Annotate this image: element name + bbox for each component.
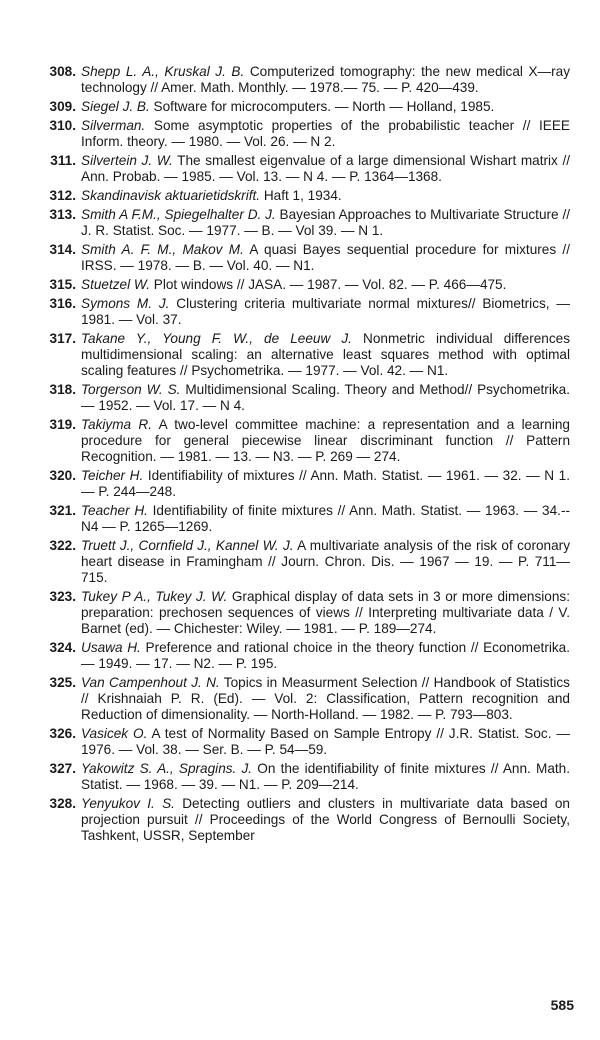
reference-number: 308. (49, 64, 76, 79)
reference-body (81, 277, 570, 293)
reference-number: 327. (49, 760, 76, 776)
reference-authors: Vasicek O. (81, 725, 148, 741)
reference-entry (38, 207, 570, 239)
reference-number: 319. (49, 417, 76, 433)
reference-authors: Truett J., Cornfield J., Kannel W. J. (81, 538, 294, 554)
reference-number: 313. (49, 207, 76, 223)
reference-entry (38, 188, 570, 204)
reference-number: 311. (50, 153, 76, 169)
reference-authors: Teacher H. (81, 503, 148, 519)
reference-body (81, 640, 570, 672)
reference-entry (38, 761, 570, 793)
reference-number: 317. (49, 331, 76, 347)
reference-number: 322. (49, 538, 76, 554)
reference-text: On the identifiability of finite mixtures // Ann. Math. Statist. — 1968. — 39. — N1. — P. 209—214. (81, 760, 570, 792)
reference-body (81, 99, 570, 115)
reference-text: A two-level committee machine: a representation and a learning procedure for general piecewise linear discriminant function // Pattern Recognition. — 1981. — 13. — N3. — P. 269 — 274. (81, 417, 570, 464)
reference-authors: Takiyma R. (81, 417, 153, 433)
reference-text: A quasi Bayes sequential procedure for mixtures // IRSS. — 1978. — B. — Vol. 40. — N1. (81, 242, 570, 274)
reference-number: 328. (49, 795, 76, 811)
reference-entry (38, 64, 570, 96)
reference-authors: Teicher H. (81, 468, 144, 484)
reference-text: Multidimensional Scaling. Theory and Method// Psychometrika. — 1952. — Vol. 17. — N 4. (81, 382, 570, 414)
reference-body (81, 207, 570, 239)
reference-entry (38, 99, 570, 115)
reference-text: Clustering criteria multivariate normal mixtures// Biometrics, — 1981. — Vol. 37. (81, 296, 570, 328)
reference-authors: Symons M. J. (81, 296, 170, 312)
reference-entry (38, 417, 570, 465)
reference-number: 326. (49, 725, 76, 741)
reference-entry (38, 468, 570, 500)
reference-body (81, 417, 570, 465)
reference-text: The smallest eigenvalue of a large dimensional Wishart matrix // Ann. Probab. — 1985. — Vol. 13. — N 4. — P. 1364—1368. (81, 153, 571, 184)
reference-number: 310. (49, 118, 76, 134)
reference-body (81, 242, 570, 274)
reference-body (81, 331, 570, 379)
reference-text: Haft 1, 1934. (260, 188, 342, 204)
reference-authors: Takane Y., Young F. W., de Leeuw J. (81, 331, 352, 347)
reference-body (81, 503, 570, 535)
reference-entry (38, 118, 570, 150)
reference-text: Bayesian Approaches to Multivariate Structure // J. R. Statist. Soc. — 1977. — B. — Vol 39. — N 1. (81, 207, 570, 239)
reference-text: A multivariate analysis of the risk of coronary heart disease in Framingham // Journ. Chron. Dis. — 1967 — 19. — P. 711—715. (81, 538, 570, 585)
reference-number: 320. (49, 468, 76, 484)
reference-body (81, 675, 570, 723)
reference-authors: Tukey P A., Tukey J. W. (81, 589, 228, 604)
reference-text: Nonmetric individual differences multidimensional scaling: an alternative least squares method with optimal scaling features // Psychometrika. — 1977. — Vol. 42. — N1. (81, 331, 570, 379)
reference-text: Preference and rational choice in the theory function // Econometrika. — 1949. — 17. — N2. — P. 195. (81, 639, 570, 671)
reference-number: 324. (49, 639, 76, 655)
reference-entry (38, 503, 570, 535)
reference-body (81, 296, 570, 328)
reference-text: Identifiability of mixtures // Ann. Math. Statist. — 1961. — 32. — N 1. — P. 244—248. (81, 468, 571, 499)
reference-entry (38, 726, 570, 758)
reference-authors: Van Campenhout J. N. (81, 674, 220, 690)
reference-body (81, 538, 570, 586)
reference-text: Computerized tomography: the new medical X—ray technology // Amer. Math. Monthly. — 1978.— 75. — P. 420—439. (81, 64, 571, 95)
reference-body (81, 118, 570, 150)
reference-number: 314. (49, 242, 76, 258)
reference-body (81, 382, 570, 414)
reference-entry (38, 331, 570, 379)
reference-body (81, 726, 570, 758)
reference-authors: Smith A F.M., Spiegelhalter D. J. (81, 207, 276, 223)
reference-body (81, 188, 570, 204)
reference-text: Detecting outliers and clusters in multivariate data based on projection pursuit // Proceedings of the World Congress of Bernoulli Society, Tashkent, USSR, September (81, 795, 570, 843)
reference-number: 316. (49, 296, 76, 312)
reference-entry (38, 640, 570, 672)
reference-body (81, 796, 570, 844)
page-number: 585 (550, 997, 574, 1013)
reference-number: 318. (49, 382, 76, 398)
reference-entry (38, 296, 570, 328)
reference-text: Graphical display of data sets in 3 or more dimensions: preparation: prechosen sequences of views // Interpreting multivariate data / V. Barnet (ed). — Chichester: Wiley. — 1981. — P. 189—274. (81, 589, 570, 636)
reference-entry (38, 242, 570, 274)
reference-body (81, 761, 570, 793)
reference-number: 321. (49, 503, 76, 519)
reference-text: Identifiability of finite mixtures // Ann. Math. Statist. — 1963. — 34.-- N4 — P. 1265—1269. (81, 503, 570, 534)
reference-number: 315. (49, 277, 76, 293)
reference-list (38, 64, 570, 847)
reference-entry (38, 589, 570, 637)
reference-entry (38, 796, 570, 844)
reference-text: Topics in Measurment Selection // Handbook of Statistics // Krishnaiah P. R. (Ed). — Vol. 2: Classification, Pattern recognition and Reduction of dimensionality. — North-Holland. — 1982. — P. 793—803. (81, 674, 570, 722)
reference-number: 325. (49, 674, 76, 690)
reference-entry (38, 382, 570, 414)
reference-authors: Silverman. (81, 118, 146, 134)
reference-entry (38, 538, 570, 586)
reference-authors: Torgerson W. S. (81, 382, 181, 398)
reference-number: 323. (49, 589, 76, 604)
reference-body (81, 153, 570, 185)
reference-entry (38, 277, 570, 293)
reference-authors: Usawa H. (81, 639, 141, 655)
reference-body (81, 468, 570, 500)
reference-authors: Shepp L. A., Kruskal J. B. (81, 64, 245, 79)
reference-text: Some asymptotic properties of the probabilistic teacher // IEEE Inform. theory. — 1980. — Vol. 26. — N 2. (81, 118, 570, 149)
reference-authors: Skandinavisk aktuarietidskrift. (81, 188, 261, 204)
reference-authors: Stuetzel W. (81, 277, 150, 293)
reference-authors: Siegel J. B. (81, 99, 150, 114)
reference-text: Plot windows // JASA. — 1987. — Vol. 82. — P. 466—475. (150, 277, 507, 293)
reference-authors: Silvertein J. W. (81, 153, 173, 169)
reference-text: Software for microcomputers. — North — Holland, 1985. (149, 99, 495, 114)
reference-authors: Smith A. F. M., Makov M. (81, 242, 244, 258)
reference-entry (38, 153, 570, 185)
reference-number: 309. (49, 99, 76, 114)
reference-body (81, 64, 570, 96)
reference-authors: Yenyukov I. S. (81, 795, 175, 811)
reference-text: A test of Normality Based on Sample Entropy // J.R. Statist. Soc. — 1976. — Vol. 38. — Ser. B. — P. 54—59. (81, 725, 570, 757)
reference-authors: Yakowitz S. A., Spragins. J. (81, 760, 253, 776)
reference-entry (38, 675, 570, 723)
reference-number: 312. (49, 188, 76, 204)
reference-body (81, 589, 570, 637)
